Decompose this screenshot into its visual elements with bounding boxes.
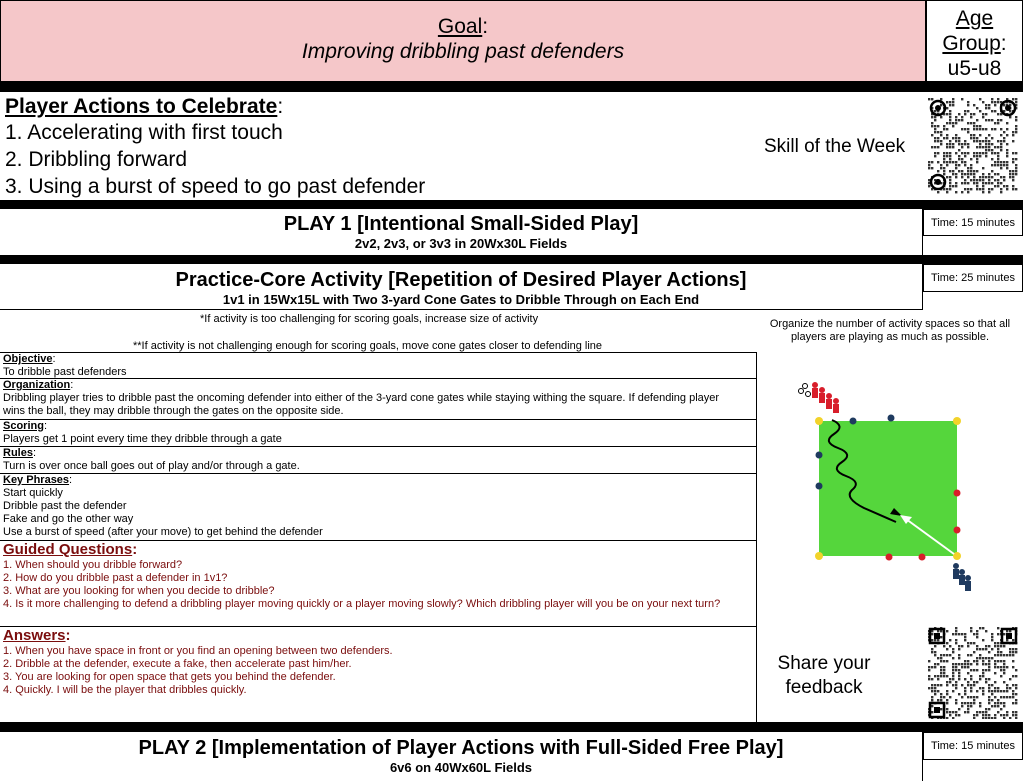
cone bbox=[888, 415, 895, 422]
note-1: *If activity is too challenging for scoring goals, increase size of activity bbox=[200, 313, 539, 325]
defender-players-icon bbox=[953, 563, 971, 591]
practice-title: Practice-Core Activity [Repetition of Desired Player Actions] bbox=[175, 269, 747, 291]
practice-time: Time: 25 minutes bbox=[923, 264, 1023, 292]
divider bbox=[0, 82, 1023, 92]
attacker-players-icon bbox=[812, 382, 839, 413]
play2-subtitle: 6v6 on 40Wx60L Fields bbox=[389, 760, 533, 775]
organize-note: Organize the number of activity spaces so that all players are playing as much as possible. bbox=[769, 318, 1011, 343]
cone bbox=[815, 417, 823, 425]
rules-row: Rules: Turn is over once ball goes out of play and/or through a gate. bbox=[0, 447, 757, 474]
cone bbox=[886, 554, 893, 561]
skill-of-week-label: Skill of the Week bbox=[764, 136, 906, 157]
celebrate-item-1: 1. Accelerating with first touch bbox=[5, 121, 283, 144]
celebrate-title: Player Actions to Celebrate: bbox=[5, 95, 284, 118]
celebrate-item-2: 2. Dribbling forward bbox=[5, 148, 188, 171]
feedback-qr-code-icon[interactable] bbox=[928, 627, 1018, 719]
practice-subtitle: 1v1 in 15Wx15L with Two 3-yard Cone Gates to Dribble Through on Each End bbox=[222, 292, 700, 307]
goal-text: Improving dribbling past defenders bbox=[301, 40, 625, 63]
note-2: **If activity is not challenging enough for scoring goals, move cone gates closer to defending line bbox=[133, 340, 603, 352]
divider bbox=[0, 722, 1023, 732]
age-group-label: Group bbox=[942, 32, 1001, 55]
scoring-row: Scoring: Players get 1 point every time they dribble through a gate bbox=[0, 420, 757, 447]
cone bbox=[816, 483, 823, 490]
guided-questions-row: Guided Questions: 1. When should you dribble forward? 2. How do you dribble past a defender in 1v1? 3. What are you looking for when you decide to dribble? 4. Is it more challenging to defend a dribbling player moving quickly or a player moving slowly? Which dribbling player will you be on your next turn? bbox=[0, 541, 757, 627]
goal-label: Goal: bbox=[437, 15, 489, 38]
practice-details bbox=[0, 352, 757, 722]
cone bbox=[954, 527, 961, 534]
skill-qr-code-icon[interactable] bbox=[928, 98, 1018, 194]
divider bbox=[0, 255, 1023, 264]
goal-header bbox=[0, 0, 926, 82]
play1-section bbox=[0, 209, 923, 255]
cone bbox=[919, 554, 926, 561]
play1-title: PLAY 1 [Intentional Small-Sided Play] bbox=[283, 213, 639, 235]
celebrate-section bbox=[0, 92, 1023, 200]
celebrate-item-3: 3. Using a burst of speed to go past defender bbox=[5, 175, 426, 198]
age-value: u5-u8 bbox=[947, 57, 1002, 80]
cone bbox=[815, 552, 823, 560]
key-phrases-row: Key Phrases: Start quickly Dribble past the defender Fake and go the other way Use a burst of speed (after your move) to get behind the defender bbox=[0, 474, 757, 541]
play2-section bbox=[0, 732, 923, 781]
cone bbox=[954, 490, 961, 497]
play1-subtitle: 2v2, 2v3, or 3v3 in 20Wx30L Fields bbox=[354, 236, 568, 251]
feedback-label: Share your feedback bbox=[777, 653, 871, 698]
organization-row: Organization: Dribbling player tries to dribble past the oncoming defender into either of the 3-yard cone gates while staying withing the square. If defending player wins the ball, they may dribble through the gates on the opposite side. bbox=[0, 379, 757, 420]
objective-row: Objective: To dribble past defenders bbox=[0, 353, 757, 379]
play2-time: Time: 15 minutes bbox=[923, 732, 1023, 760]
cone bbox=[953, 417, 961, 425]
practice-header bbox=[0, 264, 923, 310]
play1-time: Time: 15 minutes bbox=[923, 209, 1023, 236]
divider bbox=[0, 200, 1023, 209]
cone bbox=[850, 418, 857, 425]
cone bbox=[816, 452, 823, 459]
age-group-box: Age Group: u5-u8 bbox=[926, 0, 1023, 82]
play2-title: PLAY 2 [Implementation of Player Actions with Full-Sided Free Play] bbox=[138, 737, 784, 759]
activity-diagram bbox=[760, 376, 1022, 600]
answers-row: Answers: 1. When you have space in front or you find an opening between two defenders. 2. Dribble at the defender, execute a fake, then accelerate past him/her. 3. You are looking for open space that gets you behind the defender. 4. Quickly. I will be the player that dribbles quickly. bbox=[3, 627, 393, 696]
